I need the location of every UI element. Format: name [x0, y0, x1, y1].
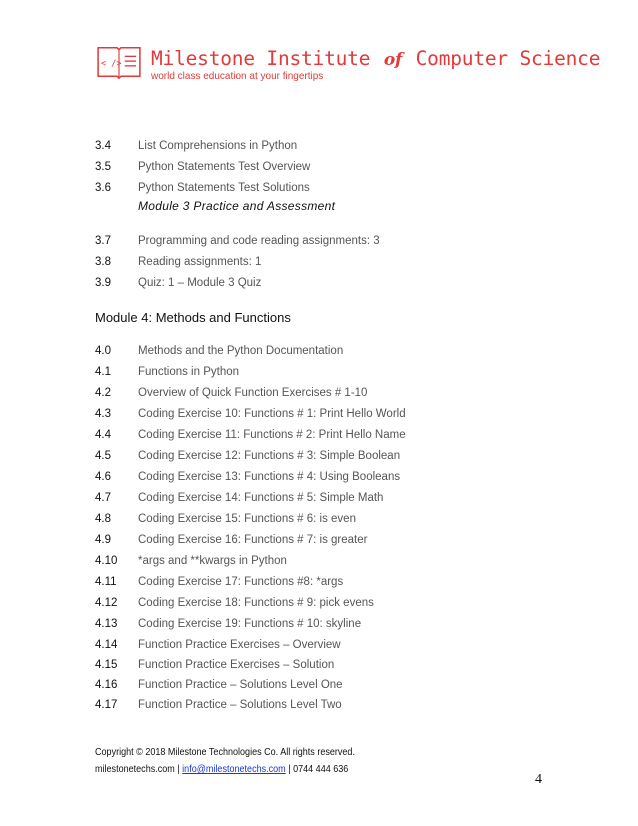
toc-number: 3.9: [95, 277, 111, 289]
toc-number: 3.8: [95, 256, 111, 268]
module-4-heading: Module 4: Methods and Functions: [95, 310, 291, 325]
toc-title: Function Practice – Solutions Level One: [138, 679, 343, 691]
toc-number: 4.7: [95, 492, 111, 504]
svg-text:< />: < />: [100, 58, 122, 69]
toc-number: 4.2: [95, 387, 111, 399]
toc-number: 3.5: [95, 161, 111, 173]
book-code-logo-icon: [95, 44, 143, 82]
toc-row: [95, 530, 565, 551]
toc-row: [95, 509, 565, 530]
toc-number: 4.16: [95, 679, 118, 691]
footer-separator: |: [285, 763, 294, 775]
toc-title: Coding Exercise 19: Functions # 10: skyline: [138, 618, 362, 630]
footer-separator: |: [174, 763, 183, 775]
toc-title: Functions in Python: [138, 366, 240, 378]
toc-title: Coding Exercise 16: Functions # 7: is greater: [138, 534, 368, 546]
toc-number: 4.15: [95, 659, 118, 671]
toc-title: Quiz: 1 – Module 3 Quiz: [138, 277, 262, 289]
toc-row: [95, 404, 565, 425]
toc-title: List Comprehensions in Python: [138, 140, 298, 152]
toc-row: [95, 231, 565, 252]
toc-number: 4.13: [95, 618, 118, 630]
toc-number: 4.1: [95, 366, 111, 378]
toc-row: [95, 252, 565, 273]
toc-number: 3.4: [95, 140, 111, 152]
toc-row: [95, 178, 565, 199]
footer: [95, 744, 397, 778]
toc-title: Python Statements Test Solutions: [138, 182, 310, 194]
toc-row: [95, 136, 565, 157]
toc-row: [95, 614, 565, 635]
toc-number: 4.10: [95, 555, 118, 567]
toc-row: [95, 383, 565, 404]
toc-section-3b: [95, 231, 565, 294]
brand-title-part2: Computer Science: [415, 47, 601, 70]
toc-row: [95, 488, 565, 509]
toc-number: 4.9: [95, 534, 111, 546]
toc-number: 4.3: [95, 408, 111, 420]
footer-contact: [95, 761, 355, 778]
toc-title: *args and **kwargs in Python: [138, 555, 287, 567]
toc-title: Coding Exercise 15: Functions # 6: is even: [138, 513, 356, 525]
toc-number: 3.7: [95, 235, 111, 247]
toc-number: 4.11: [95, 576, 117, 588]
toc-row: [95, 425, 565, 446]
toc-row: [95, 341, 565, 362]
toc-row: [95, 572, 565, 593]
toc-title: Programming and code reading assignments: 3: [138, 235, 380, 247]
toc-title: Function Practice Exercises – Overview: [138, 639, 341, 651]
toc-title: Methods and the Python Documentation: [138, 345, 344, 357]
toc-title: Python Statements Test Overview: [138, 161, 311, 173]
brand-title-of: of: [383, 50, 403, 70]
toc-number: 4.14: [95, 639, 118, 651]
footer-email-link[interactable]: info@milestonetechs.com: [182, 763, 286, 775]
footer-copyright: Copyright © 2018 Milestone Technologies Co. All rights reserved.: [95, 746, 355, 758]
toc-title: Coding Exercise 18: Functions # 9: pick evens: [138, 597, 374, 609]
toc-number: 4.12: [95, 597, 118, 609]
toc-section-4: [95, 341, 565, 715]
toc-title: Coding Exercise 11: Functions # 2: Print Hello Name: [138, 429, 406, 441]
footer-site: milestonetechs.com: [95, 763, 175, 775]
brand-title-part1: Milestone Institute: [151, 47, 371, 70]
toc-title: Function Practice – Solutions Level Two: [138, 699, 342, 711]
toc-row: [95, 655, 565, 675]
toc-section-3: [95, 136, 565, 199]
toc-number: 4.8: [95, 513, 111, 525]
toc-number: 4.6: [95, 471, 111, 483]
toc-row: [95, 467, 565, 488]
toc-row: [95, 551, 565, 572]
toc-title: Coding Exercise 17: Functions #8: *args: [138, 576, 344, 588]
toc-row: [95, 157, 565, 178]
toc-title: Function Practice Exercises – Solution: [138, 659, 335, 671]
toc-row: [95, 695, 565, 715]
toc-row: [95, 446, 565, 467]
toc-title: Reading assignments: 1: [138, 256, 262, 268]
module-3-practice-heading: Module 3 Practice and Assessment: [138, 199, 336, 213]
toc-title: Coding Exercise 14: Functions # 5: Simple Math: [138, 492, 384, 504]
toc-number: 4.17: [95, 699, 118, 711]
toc-number: 4.5: [95, 450, 111, 462]
toc-number: 3.6: [95, 182, 111, 194]
toc-title: Coding Exercise 10: Functions # 1: Print Hello World: [138, 408, 406, 420]
toc-row: [95, 273, 565, 294]
page-number: 4: [535, 772, 542, 787]
brand-tagline: world class education at your fingertips: [151, 71, 324, 82]
toc-row: [95, 593, 565, 614]
header: [95, 44, 601, 88]
toc-title: Coding Exercise 13: Functions # 4: Using Booleans: [138, 471, 401, 483]
toc-title: Coding Exercise 12: Functions # 3: Simple Boolean: [138, 450, 401, 462]
toc-number: 4.0: [95, 345, 111, 357]
brand-title: [151, 47, 600, 70]
toc-row: [95, 635, 565, 655]
toc-row: [95, 675, 565, 695]
toc-title: Overview of Quick Function Exercises # 1-10: [138, 387, 368, 399]
footer-phone: 0744 444 636: [293, 763, 349, 775]
toc-number: 4.4: [95, 429, 111, 441]
toc-row: [95, 362, 565, 383]
